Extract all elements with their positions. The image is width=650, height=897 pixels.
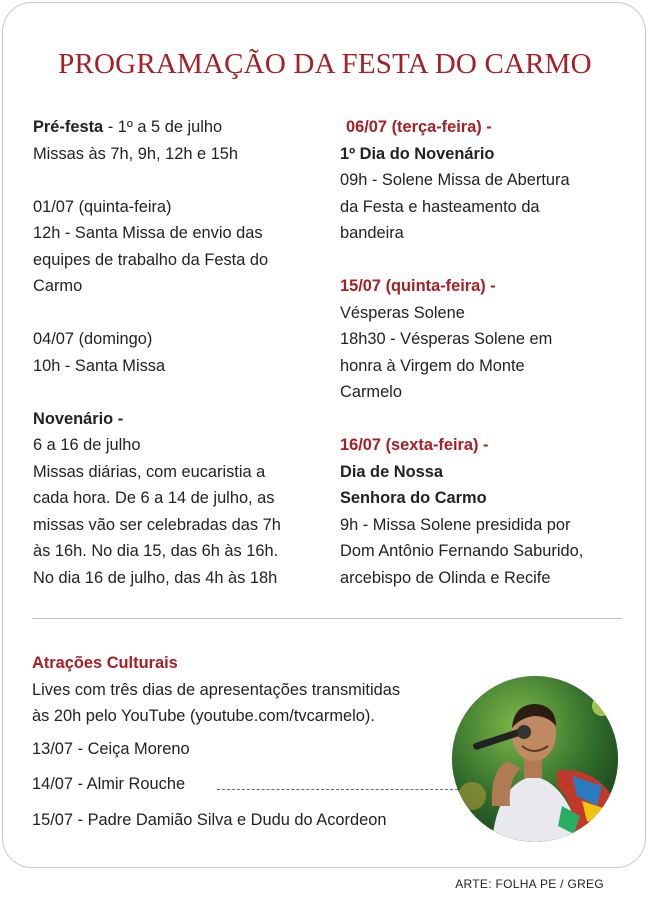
d1607-date: 16/07 (sexta-feira) - (340, 436, 489, 454)
d1507-line: 18h30 - Vésperas Solene em (340, 330, 553, 348)
page-title: PROGRAMAÇÃO DA FESTA DO CARMO (58, 48, 592, 80)
d1607-title: Dia de Nossa (340, 462, 443, 481)
culture-item: 14/07 - Almir Rouche (32, 775, 186, 793)
novenario-line: missas vão ser celebradas das 7h (33, 515, 281, 534)
d1507-line: Carmelo (340, 383, 402, 401)
prefesta-masses: Missas às 7h, 9h, 12h e 15h (33, 144, 239, 163)
d1507-line: honra à Virgem do Monte (340, 356, 525, 375)
d0107-line: Carmo (33, 277, 83, 295)
d0107-line: equipes de trabalho da Festa do (33, 250, 269, 269)
novenario-line: No dia 16 de julho, das 4h às 18h (33, 568, 278, 587)
d0407-date: 04/07 (domingo) (33, 330, 153, 348)
culture-heading: Atrações Culturais (32, 654, 178, 672)
culture-section (32, 650, 400, 730)
right-column (340, 114, 583, 591)
prefesta-line (33, 114, 281, 141)
novenario-line: Missas diárias, com eucaristia a (33, 462, 266, 481)
prefesta-dates: - 1º a 5 de julho (103, 118, 223, 136)
d0607-date: 06/07 (terça-feira) - (346, 118, 492, 136)
d1507-title: Vésperas Solene (340, 303, 465, 322)
d0607-line: bandeira (340, 224, 404, 242)
section-divider (32, 618, 622, 619)
prefesta-title: Pré-festa (33, 118, 104, 136)
d0407-line: 10h - Santa Missa (33, 356, 166, 375)
novenario-line: às 16h. No dia 15, das 6h às 16h. (33, 542, 279, 560)
d0107-date: 01/07 (quinta-feira) (33, 197, 172, 216)
culture-item: 15/07 - Padre Damião Silva e Dudu do Acordeon (32, 811, 387, 829)
d1607-title: Senhora do Carmo (340, 489, 487, 507)
d0607-line: 09h - Solene Missa de Abertura (340, 171, 570, 189)
d1607-line: Dom Antônio Fernando Saburido, (340, 542, 584, 560)
d0607-title: 1º Dia do Novenário (340, 144, 495, 163)
d1507-date: 15/07 (quinta-feira) - (340, 277, 496, 295)
novenario-line: cada hora. De 6 a 14 de julho, as (33, 489, 275, 507)
d1607-line: arcebispo de Olinda e Recife (340, 568, 551, 587)
culture-item: 13/07 - Ceiça Moreno (32, 740, 190, 758)
performer-illustration (452, 676, 618, 842)
d1607-line: 9h - Missa Solene presidida por (340, 515, 571, 534)
art-credit: ARTE: FOLHA PE / GREG (455, 877, 604, 891)
culture-intro: Lives com três dias de apresentações transmitidas (32, 680, 401, 699)
d0107-line: 12h - Santa Missa de envio das (33, 224, 263, 242)
left-column (33, 114, 281, 591)
performer-photo (452, 676, 618, 842)
leader-line (217, 789, 463, 790)
culture-intro: às 20h pelo YouTube (youtube.com/tvcarmelo). (32, 707, 375, 725)
d0607-line: da Festa e hasteamento da (340, 197, 540, 216)
novenario-line: 6 a 16 de julho (33, 436, 141, 454)
novenario-title: Novenário - (33, 409, 124, 428)
